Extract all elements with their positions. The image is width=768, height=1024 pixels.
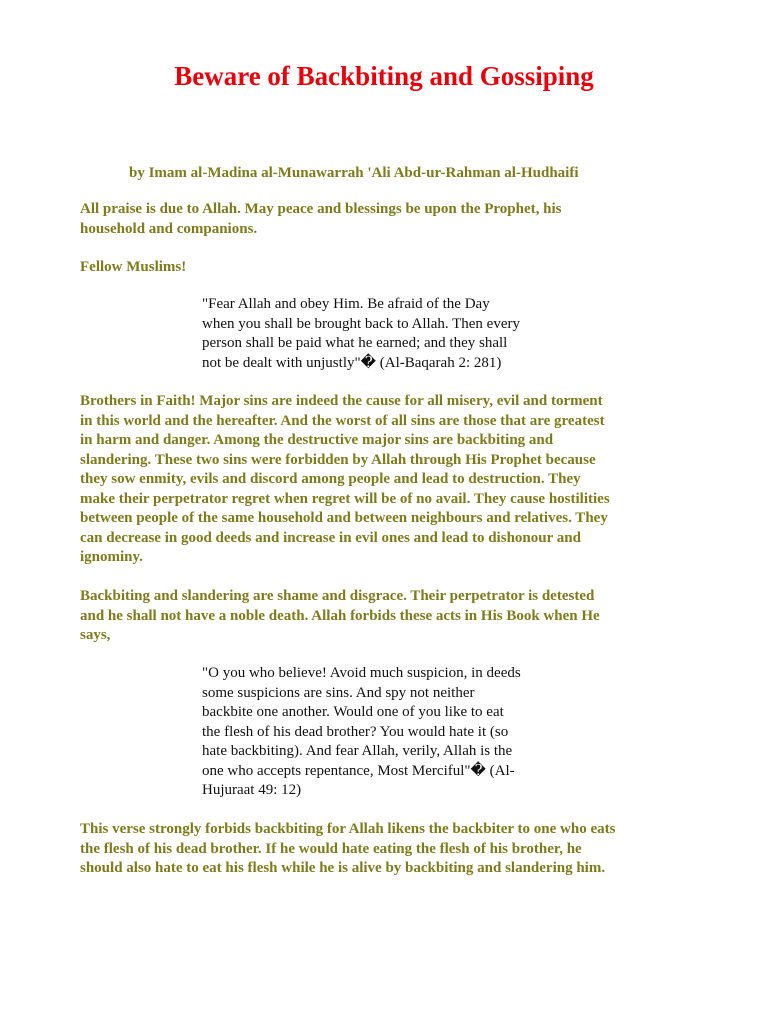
text-line: between people of the same household and between neighbours and relatives. They: [80, 510, 608, 526]
intro-paragraph: [80, 200, 700, 239]
text-line: All praise is due to Allah. May peace and blessings be upon the Prophet, his: [80, 201, 562, 217]
paragraph-major-sins: [80, 392, 700, 568]
salutation: Fellow Muslims!: [80, 259, 187, 275]
quote-line: backbite one another. Would one of you like to eat: [202, 704, 504, 720]
author-byline: by Imam al-Madina al-Munawarrah 'Ali Abd-ur-Rahman al-Hudhaifi: [129, 165, 579, 181]
quote-line: some suspicions are sins. And spy not neither: [202, 684, 475, 701]
text-line: slandering. These two sins were forbidden by Allah through His Prophet because: [80, 451, 596, 468]
text-line: ignominy.: [80, 549, 143, 565]
paragraph-shame: [80, 587, 700, 646]
text-line: says,: [80, 627, 111, 643]
text-line: household and companions.: [80, 220, 258, 237]
text-line: Backbiting and slandering are shame and disgrace. Their perpetrator is detested: [80, 588, 595, 604]
quote-line: one who accepts repentance, Most Merciful"� (Al-: [202, 762, 515, 779]
paragraph-verse-explanation: [80, 820, 700, 879]
quote-hujuraat: [202, 664, 572, 801]
text-line: should also hate to eat his flesh while he is alive by backbiting and slandering him.: [80, 860, 606, 876]
text-line: Brothers in Faith! Major sins are indeed the cause for all misery, evil and torment: [80, 393, 603, 409]
text-line: in this world and the hereafter. And the worst of all sins are those that are greatest: [80, 412, 605, 429]
text-line: and he shall not have a noble death. Allah forbids these acts in His Book when He: [80, 607, 600, 624]
page-title: Beware of Backbiting and Gossiping: [174, 61, 594, 91]
text-line: the flesh of his dead brother. If he would hate eating the flesh of his brother, he: [80, 840, 582, 857]
text-line: This verse strongly forbids backbiting for Allah likens the backbiter to one who eats: [80, 821, 616, 837]
quote-line: "Fear Allah and obey Him. Be afraid of the Day: [202, 296, 490, 312]
text-line: in harm and danger. Among the destructive major sins are backbiting and: [80, 432, 554, 448]
quote-line: hate backbiting). And fear Allah, verily, Allah is the: [202, 743, 513, 759]
quote-line: when you shall be brought back to Allah. Then every: [202, 315, 520, 332]
quote-line: not be dealt with unjustly"� (Al-Baqarah 2: 281): [202, 354, 502, 371]
quote-line: person shall be paid what he earned; and they shall: [202, 335, 508, 351]
text-line: they sow enmity, evils and discord among people and lead to destruction. They: [80, 471, 581, 487]
text-line: can decrease in good deeds and increase in evil ones and lead to dishonour and: [80, 529, 581, 546]
quote-baqarah: [202, 295, 572, 373]
quote-line: the flesh of his dead brother? You would hate it (so: [202, 723, 509, 740]
quote-line: "O you who believe! Avoid much suspicion, in deeds: [202, 665, 521, 681]
text-line: make their perpetrator regret when regret will be of no avail. They cause hostilities: [80, 490, 610, 507]
quote-line: Hujuraat 49: 12): [202, 782, 302, 798]
